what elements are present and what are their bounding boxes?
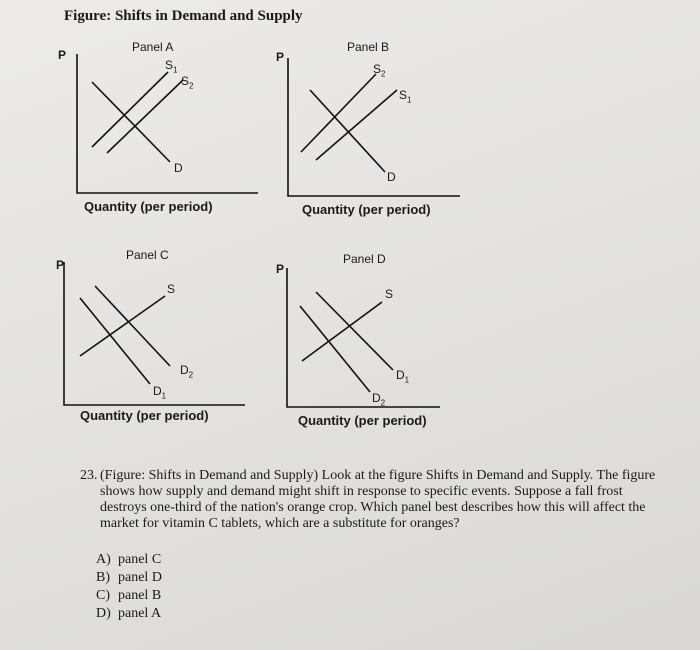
panel-b-price-axis-label: P: [276, 50, 285, 64]
panel-a-quantity-axis-label: Quantity (per period): [84, 199, 213, 214]
panel-a-price-axis-label: P: [58, 48, 67, 62]
panel-a-title: Panel A: [132, 40, 174, 54]
panel-d-axes: [287, 268, 440, 407]
answer-choices: [96, 551, 162, 623]
panel-d-quantity-axis-label: Quantity (per period): [298, 413, 427, 428]
panel-b-graph: [288, 58, 460, 196]
panel-d-demand-1-label: $D_1$: [396, 368, 410, 385]
panel-b-supply-1: [316, 90, 397, 160]
panel-a-supply-1-label: $S_1$: [165, 58, 178, 75]
panel-d-price-axis-label: P: [276, 262, 285, 276]
panel-d-demand-1: [316, 292, 393, 370]
panel-c-demand-1-label: $D_1$: [153, 384, 167, 401]
panel-b-supply-2-label: $S_2$: [373, 62, 386, 79]
panel-c-demand-2: [95, 286, 170, 366]
panel-b-supply-1-label: $S_1$: [399, 88, 412, 105]
panel-c-demand-1: [80, 298, 150, 384]
panel-d-graph: [287, 268, 440, 407]
panel-b-demand-label: D: [387, 170, 396, 184]
question-text: (Figure: Shifts in Demand and Supply) Look at the figure Shifts in Demand and Supply. The figure shows how supply and demand might shift in response to specific events. Suppose a fall frost destroys one-third of the nation's orange crop. Which panel best describes how this will affect the market for vitamin C tablets, which are a substitute for oranges?: [100, 468, 656, 531]
panel-d-demand-2-label: $D_2$: [372, 391, 386, 408]
choice-c[interactable]: C) panel B: [96, 588, 162, 603]
panel-b-axes: [288, 58, 460, 196]
panel-c-price-axis-label: P: [56, 258, 65, 272]
panel-a-supply-2-label: $S_2$: [181, 74, 194, 91]
panel-b-quantity-axis-label: Quantity (per period): [302, 202, 431, 217]
panel-c-supply-label: S: [167, 282, 176, 296]
choice-b[interactable]: B) panel D: [96, 570, 162, 585]
panel-a-graph: [77, 54, 258, 193]
panel-a-demand: [92, 82, 170, 162]
question-number: 23.: [80, 468, 98, 483]
panel-a-supply-1: [92, 72, 168, 147]
choice-d[interactable]: D) panel A: [96, 606, 162, 621]
question: [80, 468, 670, 532]
panel-a-axes: [77, 54, 258, 193]
figure-title: Figure: Shifts in Demand and Supply: [64, 8, 303, 24]
panel-a-demand-label: D: [174, 161, 183, 175]
panel-d-supply: [302, 302, 382, 361]
panel-b-title: Panel B: [347, 40, 390, 54]
panel-a-supply-2: [107, 80, 183, 153]
panel-c-demand-2-label: $D_2$: [180, 363, 194, 380]
panel-d-supply-label: S: [385, 287, 394, 301]
panel-c-title: Panel C: [126, 248, 169, 262]
choice-a[interactable]: A) panel C: [96, 552, 162, 567]
panel-d-title: Panel D: [343, 252, 386, 266]
panel-c-quantity-axis-label: Quantity (per period): [80, 408, 209, 423]
